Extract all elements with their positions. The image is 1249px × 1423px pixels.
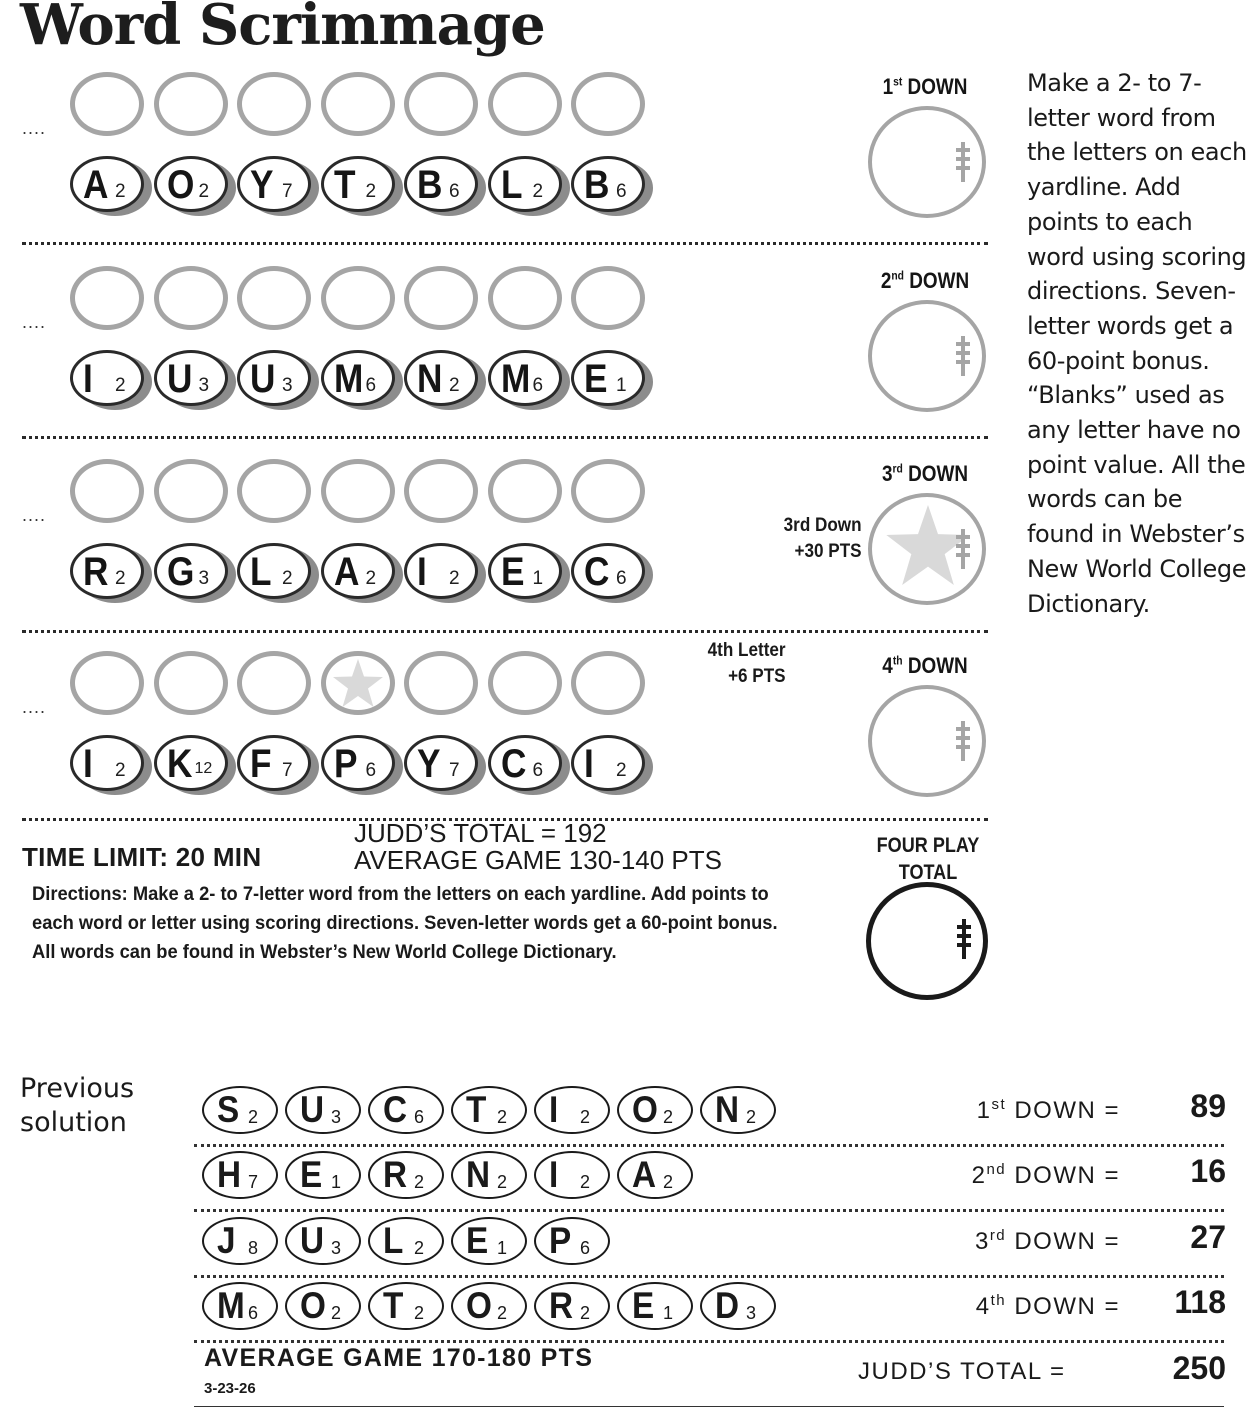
tile-letter: P (333, 742, 357, 786)
tile-letter: U (300, 1089, 325, 1130)
down-label: 4th DOWN (882, 653, 968, 678)
tile-points: 2 (663, 1172, 674, 1192)
tile-letter: K (166, 742, 192, 786)
letter-tile (70, 735, 144, 791)
solution-tile (534, 1217, 610, 1265)
tile-points: 6 (532, 375, 544, 396)
tile-points: 2 (497, 1107, 508, 1127)
tile-points: 6 (449, 181, 460, 202)
down-ordinal: nd (891, 268, 904, 283)
down-ordinal: rd (892, 461, 903, 476)
tile-points: 3 (746, 1303, 757, 1323)
answer-blank[interactable] (488, 72, 562, 136)
solution-tile (202, 1282, 278, 1330)
tile-letter: H (217, 1154, 242, 1195)
tile-points: 3 (331, 1238, 342, 1258)
answer-blank[interactable] (70, 72, 144, 136)
tile-points: 2 (497, 1172, 508, 1192)
tile-points: 3 (198, 375, 210, 396)
tile-letter: Y (250, 163, 274, 207)
letter-tile (237, 350, 311, 406)
tile-points: 6 (616, 568, 627, 589)
down-score-box[interactable] (868, 493, 986, 605)
solution-tile (700, 1086, 776, 1134)
tile-letter: G (166, 550, 194, 594)
solution-tile (617, 1086, 693, 1134)
tile-letter: I (584, 742, 594, 786)
tile-letter: I (549, 1154, 559, 1195)
tile-letter: I (83, 357, 93, 401)
yardline-divider (22, 242, 988, 245)
previous-label-line2: solution (20, 1107, 127, 1138)
answer-blank[interactable] (70, 459, 144, 523)
tile-letter: C (584, 550, 610, 594)
tile-points: 2 (414, 1303, 425, 1323)
solution-tile (534, 1151, 610, 1199)
tile-letter: I (83, 742, 93, 786)
down-score-box[interactable] (868, 106, 986, 218)
tile-points: 7 (282, 760, 293, 781)
down-label: 2nd DOWN (880, 268, 970, 293)
tile-letter: I (549, 1089, 559, 1130)
tile-points: 2 (115, 375, 126, 396)
tile-letter: D (715, 1285, 740, 1326)
tile-points: 7 (282, 181, 293, 202)
tile-points: 1 (497, 1238, 508, 1258)
yardline-divider (22, 630, 988, 633)
answer-blank[interactable] (488, 459, 562, 523)
letter-tile (321, 350, 395, 406)
tile-points: 3 (198, 568, 210, 589)
solution-tile (368, 1282, 444, 1330)
row-leader-dots: .... (22, 118, 47, 138)
down-ordinal: th (990, 1292, 1007, 1309)
tile-letter: T (383, 1285, 404, 1326)
tile-letter: T (333, 163, 356, 207)
tile-points: 6 (532, 760, 544, 781)
solution-tile (202, 1217, 278, 1265)
tile-letter: T (466, 1089, 487, 1130)
directions-text: Directions: Make a 2- to 7-letter word from the letters on each yardline. Add points to each word or letter using scoring directions. Seven-letter words get a 60-point bonus. All words can be found in Webster’s New World College Dictionary. (32, 883, 778, 963)
bonus-note: 4th Letter +6 PTS (708, 640, 786, 687)
letter-tile (70, 350, 144, 406)
letter-tile (237, 543, 311, 599)
answer-blank[interactable] (488, 651, 562, 715)
row-leader-dots: .... (22, 312, 47, 332)
tile-letter: E (632, 1285, 655, 1326)
solution-tile (368, 1086, 444, 1134)
solution-tile (202, 1151, 278, 1199)
tile-points: 6 (616, 181, 627, 202)
time-limit: TIME LIMIT: 20 MIN (22, 842, 262, 872)
tile-letter: U (166, 357, 192, 401)
letter-tile (571, 735, 645, 791)
tile-points: 2 (248, 1107, 259, 1127)
tile-points: 6 (414, 1107, 425, 1127)
judds-total-previous-score: 250 (1172, 1350, 1226, 1386)
solution-divider (194, 1275, 1224, 1278)
tile-letter: O (300, 1285, 326, 1326)
letter-tile (404, 156, 478, 212)
tile-points: 2 (580, 1172, 591, 1192)
answer-blank[interactable] (321, 651, 395, 715)
row-leader-dots: .... (22, 697, 47, 717)
tile-letter: E (584, 357, 608, 401)
puzzle-title: Word Scrimmage (20, 0, 545, 58)
solution-tile (451, 1217, 527, 1265)
letter-tile (321, 735, 395, 791)
average-game-previous: AVERAGE GAME 170-180 PTS (204, 1344, 594, 1372)
letter-tile (237, 735, 311, 791)
average-game-current: AVERAGE GAME 130-140 PTS (354, 845, 722, 875)
solution-tile (534, 1086, 610, 1134)
tile-letter: C (383, 1089, 408, 1130)
solution-tile (202, 1086, 278, 1134)
tile-points: 2 (414, 1238, 425, 1258)
tile-points: 12 (194, 760, 213, 777)
bonus-note: 3rd Down +30 PTS (784, 515, 862, 562)
solution-divider (194, 1340, 1224, 1343)
tile-letter: O (166, 163, 194, 207)
solution-tile (285, 1151, 361, 1199)
previous-solution-label (20, 1072, 134, 1140)
tile-points: 1 (663, 1303, 674, 1323)
tile-letter: M (333, 357, 363, 401)
solution-tile (368, 1217, 444, 1265)
letter-tile (321, 156, 395, 212)
football-laces-icon (956, 334, 970, 378)
solution-down-score: 16 (1190, 1153, 1226, 1189)
tile-letter: A (632, 1154, 657, 1195)
tile-points: 3 (282, 375, 293, 396)
down-label: 1st DOWN (882, 74, 968, 99)
letter-tile (70, 543, 144, 599)
previous-label-line1: Previous (20, 1073, 135, 1104)
answer-blank[interactable] (571, 266, 645, 330)
letter-tile (571, 543, 645, 599)
tile-letter: N (417, 357, 443, 401)
tile-letter: R (383, 1154, 408, 1195)
answer-blank[interactable] (154, 266, 228, 330)
tile-letter: U (250, 357, 276, 401)
solution-down-score: 89 (1190, 1088, 1226, 1124)
tile-letter: P (549, 1220, 572, 1261)
solution-tile (617, 1282, 693, 1330)
tile-letter: C (500, 742, 526, 786)
letter-tile (571, 156, 645, 212)
football-laces-icon (956, 719, 970, 763)
tile-letter: E (300, 1154, 323, 1195)
football-laces-icon (957, 917, 971, 961)
tile-letter: F (250, 742, 272, 786)
letter-tile (237, 156, 311, 212)
tile-letter: M (217, 1285, 245, 1326)
tile-letter: B (584, 163, 610, 207)
answer-blank[interactable] (237, 651, 311, 715)
tile-points: 1 (331, 1172, 342, 1192)
judds-total-current: JUDD’S TOTAL = 192 (354, 818, 607, 848)
answer-blank[interactable] (154, 651, 228, 715)
tile-letter: S (217, 1089, 240, 1130)
tile-letter: I (417, 550, 427, 594)
tile-letter: A (333, 550, 359, 594)
tile-letter: J (217, 1220, 236, 1261)
answer-blank[interactable] (404, 459, 478, 523)
tile-points: 2 (282, 568, 293, 589)
solution-tile (285, 1086, 361, 1134)
tile-points: 2 (580, 1107, 591, 1127)
solution-down-label: 4th DOWN = (975, 1292, 1120, 1320)
letter-tile (154, 543, 228, 599)
row-leader-dots: .... (22, 505, 47, 525)
solution-tile (451, 1282, 527, 1330)
answer-blank[interactable] (321, 266, 395, 330)
bonus-star-icon (333, 659, 383, 707)
tile-points: 2 (580, 1303, 591, 1323)
tile-points: 2 (115, 568, 126, 589)
solution-tile (451, 1151, 527, 1199)
solution-tile (534, 1282, 610, 1330)
tile-points: 2 (198, 181, 210, 202)
down-ordinal: st (893, 74, 903, 89)
tile-points: 8 (248, 1238, 259, 1258)
solution-down-label: 1st DOWN = (976, 1096, 1120, 1124)
solution-tile (285, 1282, 361, 1330)
tile-letter: U (300, 1220, 325, 1261)
judds-total-previous-label: JUDD’S TOTAL = (858, 1358, 1066, 1385)
football-laces-icon (956, 140, 970, 184)
instructions-sidebar: Make a 2- to 7-letter word from the letters on each yardline. Add points to each word using scoring directions. Seven-letter words get a 60-point bonus. “Blanks” used as any letter have no point value. All the words can be found in Webster’s New World College Dictionary. (1027, 69, 1247, 618)
answer-blank[interactable] (70, 651, 144, 715)
tile-points: 2 (365, 181, 377, 202)
solution-down-label: 3rd DOWN = (974, 1227, 1120, 1255)
tile-letter: N (466, 1154, 491, 1195)
letter-tile (70, 156, 144, 212)
solution-down-score: 118 (1174, 1284, 1226, 1320)
tile-letter: L (250, 550, 272, 594)
tile-points: 6 (365, 375, 377, 396)
tile-letter: L (383, 1220, 404, 1261)
tile-letter: R (549, 1285, 574, 1326)
letter-tile (154, 156, 228, 212)
letter-tile (321, 543, 395, 599)
tile-letter: O (466, 1285, 492, 1326)
solution-tile (617, 1151, 693, 1199)
solution-tile (451, 1086, 527, 1134)
letter-tile (154, 350, 228, 406)
tile-points: 3 (331, 1107, 342, 1127)
down-score-box[interactable] (868, 300, 986, 412)
letter-tile (488, 543, 562, 599)
tile-points: 2 (365, 568, 377, 589)
solution-tile (368, 1151, 444, 1199)
tile-points: 2 (746, 1107, 757, 1127)
answer-blank[interactable] (237, 459, 311, 523)
puzzle-date: 3-23-26 (204, 1380, 256, 1397)
letter-tile (154, 735, 228, 791)
four-play-label-line1: FOUR PLAY (876, 834, 980, 857)
yardline-divider (22, 436, 988, 439)
tile-letter: L (500, 163, 523, 207)
letter-tile (404, 350, 478, 406)
down-ordinal: st (991, 1096, 1007, 1113)
football-laces-icon (956, 527, 970, 571)
tile-points: 7 (248, 1172, 259, 1192)
letter-tile (404, 543, 478, 599)
tile-points: 7 (449, 760, 460, 781)
answer-blank[interactable] (404, 651, 478, 715)
answer-blank[interactable] (571, 651, 645, 715)
tile-points: 6 (248, 1303, 259, 1323)
tile-letter: A (83, 163, 109, 207)
answer-blank[interactable] (404, 266, 478, 330)
tile-letter: R (83, 550, 109, 594)
tile-points: 2 (616, 760, 627, 781)
letter-tile (488, 350, 562, 406)
answer-blank[interactable] (488, 266, 562, 330)
answer-blank[interactable] (321, 459, 395, 523)
tile-points: 2 (497, 1303, 508, 1323)
tile-letter: Y (417, 742, 441, 786)
letter-tile (404, 735, 478, 791)
down-ordinal: th (892, 653, 903, 668)
down-ordinal: nd (986, 1161, 1007, 1178)
solution-down-label: 2nd DOWN = (971, 1161, 1120, 1189)
answer-blank[interactable] (571, 459, 645, 523)
answer-blank[interactable] (404, 72, 478, 136)
answer-blank[interactable] (571, 72, 645, 136)
solution-divider (194, 1144, 1224, 1147)
answer-blank[interactable] (321, 72, 395, 136)
four-play-total-label (875, 832, 982, 886)
tile-points: 2 (663, 1107, 674, 1127)
answer-blank[interactable] (154, 72, 228, 136)
tile-letter: O (632, 1089, 658, 1130)
four-play-label-line2: TOTAL (898, 861, 958, 884)
letter-tile (571, 350, 645, 406)
tile-points: 1 (532, 568, 544, 589)
down-label: 3rd DOWN (881, 461, 968, 486)
tile-points: 2 (449, 568, 460, 589)
tile-points: 2 (115, 181, 126, 202)
four-play-total-box[interactable] (866, 882, 988, 1000)
tile-letter: E (466, 1220, 489, 1261)
tile-points: 2 (331, 1303, 342, 1323)
letter-tile (488, 156, 562, 212)
tile-points: 6 (365, 760, 377, 781)
tile-points: 1 (616, 375, 627, 396)
solution-tile (285, 1217, 361, 1265)
tile-points: 2 (115, 760, 126, 781)
answer-blank[interactable] (70, 266, 144, 330)
answer-blank[interactable] (237, 266, 311, 330)
letter-tile (488, 735, 562, 791)
tile-points: 6 (580, 1238, 591, 1258)
tile-letter: N (715, 1089, 740, 1130)
solution-divider (194, 1209, 1224, 1212)
tile-letter: B (417, 163, 443, 207)
tile-points: 2 (449, 375, 460, 396)
tile-letter: E (500, 550, 524, 594)
tile-points: 2 (414, 1172, 425, 1192)
bottom-rule (194, 1406, 1224, 1407)
tile-letter: M (500, 357, 530, 401)
answer-blank[interactable] (154, 459, 228, 523)
tile-points: 2 (532, 181, 544, 202)
answer-blank[interactable] (237, 72, 311, 136)
solution-down-score: 27 (1190, 1219, 1226, 1255)
down-score-box[interactable] (868, 685, 986, 797)
down-ordinal: rd (989, 1227, 1007, 1244)
solution-tile (700, 1282, 776, 1330)
